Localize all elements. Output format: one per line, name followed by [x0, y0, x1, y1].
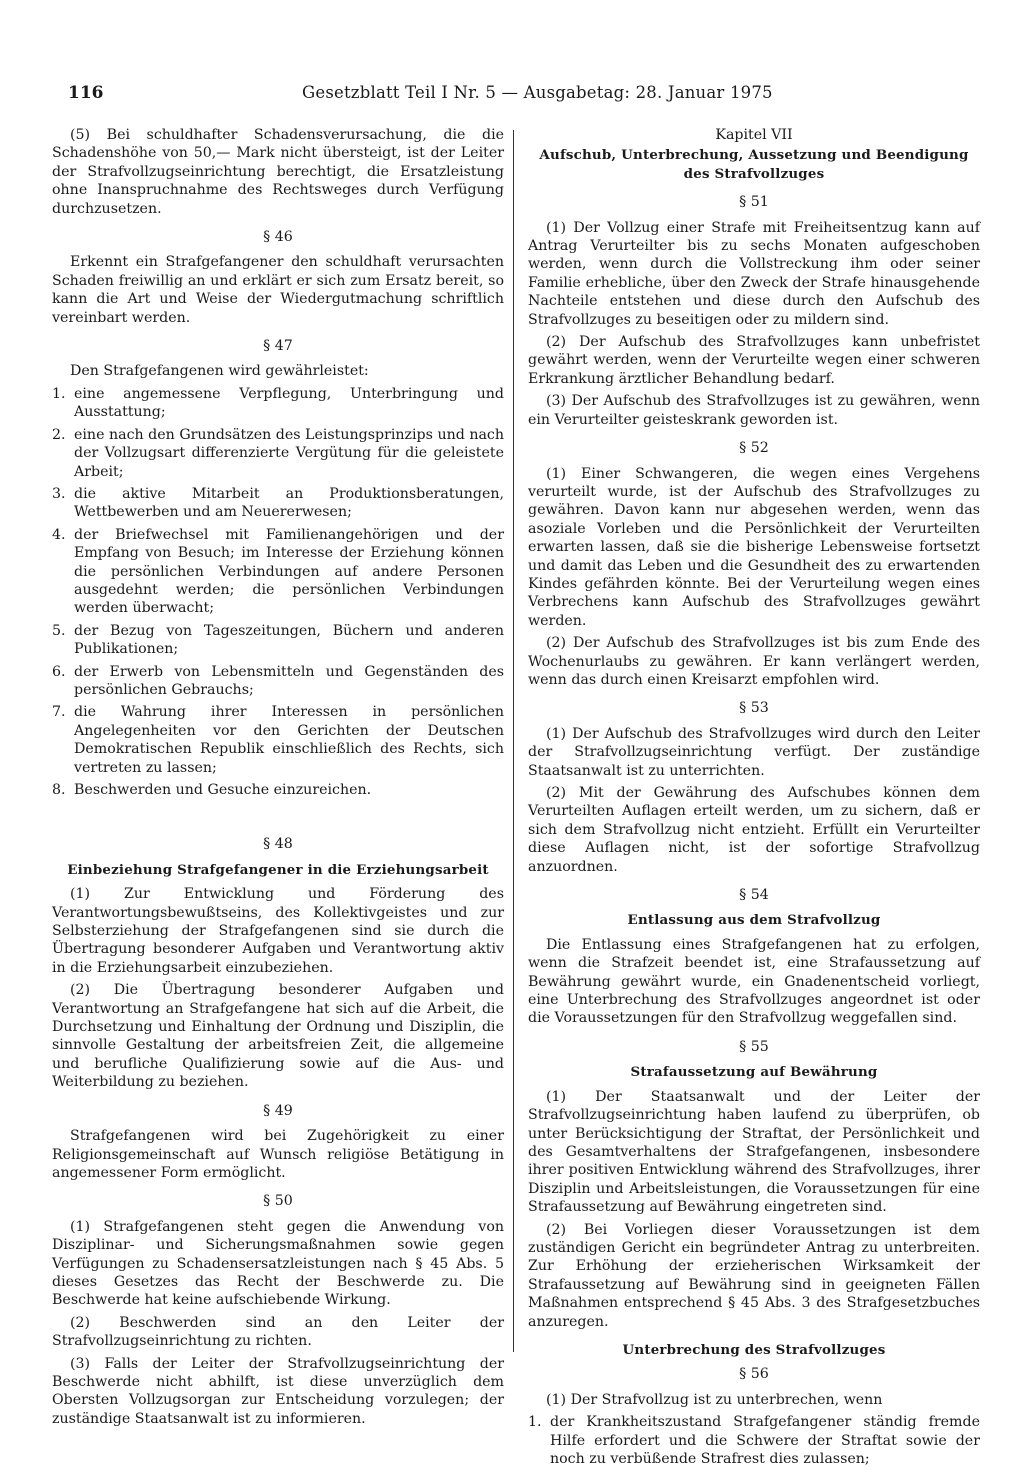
list-item	[52, 663, 504, 700]
section-number: § 54	[739, 887, 769, 904]
list-item	[528, 1413, 980, 1468]
section-number: § 51	[739, 194, 769, 211]
section-heading: Strafaussetzung auf Bewährung	[630, 1064, 878, 1081]
item-number: 1.	[52, 385, 66, 402]
item-text: eine angemessene Verpflegung, Unterbringung und Ausstattung;	[74, 385, 504, 421]
list-item	[52, 703, 504, 777]
paragraph: Die Entlassung eines Strafgefangenen hat zu erfolgen, wenn die Strafzeit beendet ist, eine Strafaussetzung auf Bewährung gewährt wurde, ein Gnadenentscheid vorliegt, eine Unterbrechung des Strafvollzuges angeordnet ist oder die Voraussetzungen für den Strafvollzug weggefallen sind.	[528, 936, 980, 1027]
section-heading: Entlassung aus dem Strafvollzug	[627, 912, 881, 929]
item-number: 7.	[52, 704, 66, 721]
paragraph: (2) Der Aufschub des Strafvollzuges ist bis zum Ende des Wochenurlaubs zu gewähren. Er kann verlängert werden, wenn das durch einen Kreisarzt empfohlen wird.	[528, 635, 980, 688]
item-number: 8.	[52, 782, 66, 798]
page-header	[68, 83, 962, 107]
section-number: § 49	[263, 1102, 293, 1119]
section-number: § 46	[263, 229, 293, 246]
section-number: § 48	[263, 836, 293, 853]
item-text: Beschwerden und Gesuche einzureichen.	[74, 782, 372, 798]
list-item	[52, 385, 504, 422]
list-item	[52, 426, 504, 481]
item-text: der Bezug von Tageszeitungen, Büchern und anderen Publikationen;	[74, 622, 504, 658]
list-item	[52, 485, 504, 522]
paragraph: (3) Falls der Leiter der Strafvollzugseinrichtung der Beschwerde nicht abhilft, ist diese unverzüglich dem Obersten Vollzugsorgan zur Entscheidung vorzulegen; der zuständige Staatsanwalt ist zu informieren.	[52, 1355, 504, 1427]
list-item	[52, 526, 504, 618]
paragraph: (1) Einer Schwangeren, die wegen eines Vergehens verurteilt wurde, ist der Aufschub des Strafvollzuges zu gewähren. Davon kann nur abgesehen werden, wenn das asoziale Vorleben und die Persönlichkeit der Verurteilten erwarten lassen, daß sie die bisherige Lebensweise fortsetzt und damit das Leben und die Gesundheit des zu erwartenden Kindes gefährden könnte. Bei der Verurteilung wegen eines Verbrechens kann Aufschub des Strafvollzuges gewährt werden.	[528, 465, 980, 629]
paragraph: (2) Bei Vorliegen dieser Voraussetzungen ist dem zuständigen Gericht ein begründeter Antrag zu unterbreiten. Zur Erhöhung der erzieherischen Wirksamkeit der Strafaussetzung auf Bewährung sind in geeigneten Fällen Maßnahmen entsprechend § 45 Abs. 3 des Strafgesetzbuches anzuregen.	[528, 1221, 980, 1330]
section-heading: Einbeziehung Strafgefangener in die Erziehungsarbeit	[67, 861, 489, 878]
item-text: der Krankheitszustand Strafgefangener ständig fremde Hilfe erfordert und die Schwere der Straftat sowie der noch zu verbüßende Strafrest dies zulassen;	[550, 1414, 980, 1467]
item-number: 6.	[52, 663, 66, 680]
paragraph: (2) Die Übertragung besonderer Aufgaben und Verantwortung an Strafgefangene hat sich auf die Arbeit, die Durchsetzung und Einhaltung der Ordnung und Disziplin, die sinnvolle Gestaltung der arbeitsfreien Zeit, die allgemeine und berufliche Qualifizierung sowie auf die Aus- und Weiterbildung zu beziehen.	[52, 982, 504, 1091]
section-heading: Unterbrechung des Strafvollzuges	[622, 1341, 886, 1358]
paragraph: Strafgefangenen wird bei Zugehörigkeit zu einer Religionsgemeinschaft auf Wunsch religiöse Betätigung in angemessener Form ermöglicht.	[52, 1128, 504, 1181]
list-item	[52, 622, 504, 659]
item-number: 3.	[52, 485, 66, 502]
section-number: § 55	[739, 1038, 769, 1055]
section-number: § 56	[739, 1366, 769, 1383]
chapter-title: Aufschub, Unterbrechung, Aussetzung und Beendigung des Strafvollzuges	[539, 147, 969, 182]
item-number: 1.	[528, 1414, 542, 1431]
paragraph: (1) Zur Entwicklung und Förderung des Verantwortungsbewußtseins, des Kollektivgeistes und zur Selbsterziehung der Strafgefangenen sind sie durch die Übertragung besonderer Aufgaben und Verantwortung aktiv in die Erziehungsarbeit einzubeziehen.	[52, 886, 504, 976]
paragraph: (1) Der Strafvollzug ist zu unterbrechen, wenn	[546, 1391, 883, 1408]
right-column	[528, 126, 980, 1472]
paragraph: (5) Bei schuldhafter Schadensverursachung, die die Schadenshöhe von 50,— Mark nicht übersteigt, ist der Leiter der Strafvollzugseinrichtung berechtigt, die Ersatzleistung ohne Inanspruchnahme des Rechtsweges durch Verfügung durchzusetzen.	[52, 127, 504, 217]
paragraph: (2) Beschwerden sind an den Leiter der Strafvollzugseinrichtung zu richten.	[52, 1314, 504, 1350]
item-text: eine nach den Grundsätzen des Leistungsprinzips und nach der Vollzugsart differenzierte Vergütung für die geleistete Arbeit;	[74, 426, 504, 480]
page-number: 116	[68, 83, 104, 103]
item-text: die aktive Mitarbeit an Produktionsberatungen, Wettbewerben und am Neuererwesen;	[74, 485, 504, 521]
gazette-title: Gesetzblatt Teil I Nr. 5 — Ausgabetag: 28. Januar 1975	[302, 83, 773, 102]
item-number: 5.	[52, 622, 66, 639]
paragraph: (1) Der Aufschub des Strafvollzuges wird durch den Leiter der Strafvollzugseinrichtung verfügt. Der zuständige Staatsanwalt ist zu unterrichten.	[528, 725, 980, 779]
paragraph: (1) Der Staatsanwalt und der Leiter der Strafvollzugseinrichtung haben laufend zu überprüfen, ob unter Berücksichtigung der Straftat, der Persönlichkeit und des Gesamtverhaltens der Strafgefangenen, insbesondere ihrer positiven Entwicklung während des Strafvollzuges, ihrer Disziplin und Arbeitsleistungen, die Voraussetzungen für eine Strafaussetzung auf Bewährung eingetreten sind.	[528, 1088, 980, 1216]
item-text: die Wahrung ihrer Interessen in persönlichen Angelegenheiten vor den Gerichten der Deutschen Demokratischen Republik einschließlich des Rechts, sich vertreten zu lassen;	[74, 704, 504, 776]
paragraph: (2) Der Aufschub des Strafvollzuges kann unbefristet gewährt werden, wenn der Verurteilte wegen einer schweren Erkrankung ärztlicher Behandlung bedarf.	[528, 334, 980, 387]
left-column	[52, 126, 504, 1432]
rights-list	[52, 385, 504, 800]
section-number: § 47	[263, 338, 293, 355]
paragraph: Den Strafgefangenen wird gewährleistet:	[70, 363, 369, 380]
item-text: der Briefwechsel mit Familienangehörigen und der Empfang von Besuch; im Interesse der Erziehung können die persönlichen Verbindungen auf andere Personen ausgedehnt werden; die persönlichen Verbindungen werden überwacht;	[74, 526, 504, 617]
list-item	[52, 781, 504, 799]
section-number: § 53	[739, 700, 769, 717]
item-number: 4.	[52, 526, 66, 543]
paragraph: Erkennt ein Strafgefangener den schuldhaft verursachten Schaden freiwillig an und erklärt er sich zum Ersatz bereit, so kann die Art und Weise der Wiedergutmachung schriftlich vereinbart werden.	[52, 254, 504, 326]
column-divider	[513, 130, 514, 1352]
item-text: der Erwerb von Lebensmitteln und Gegenständen des persönlichen Gebrauchs;	[74, 663, 504, 698]
paragraph: (2) Mit der Gewährung des Aufschubes können dem Verurteilten Auflagen erteilt werden, um zu sichern, daß er sich dem Strafvollzug nicht entzieht. Erfüllt ein Verurteilter diese Auflagen nicht, ist der sofortige Strafvollzug anzuordnen.	[528, 785, 980, 875]
section-number: § 52	[739, 440, 769, 457]
paragraph: (3) Der Aufschub des Strafvollzuges ist zu gewähren, wenn ein Verurteilter geisteskrank geworden ist.	[528, 393, 980, 428]
paragraph: (1) Der Vollzug einer Strafe mit Freiheitsentzug kann auf Antrag Verurteilter bis zu sechs Monaten aufgeschoben werden, wenn durch die Vollstreckung ihm oder seiner Familie erhebliche, über den Zweck der Strafe hinausgehende Nachteile entstehen und diese durch den Aufschub des Strafvollzuges zu beseitigen oder zu mildern sind.	[528, 219, 980, 328]
section-number: § 50	[263, 1193, 293, 1210]
chapter-number: Kapitel VII	[715, 127, 793, 143]
paragraph: (1) Strafgefangenen steht gegen die Anwendung von Disziplinar- und Sicherungsmaßnahmen sowie gegen Verfügungen zu Schadensersatzleistungen nach § 45 Abs. 5 dieses Gesetzes das Recht der Beschwerde zu. Die Beschwerde hat keine aufschiebende Wirkung.	[52, 1218, 504, 1309]
item-number: 2.	[52, 426, 66, 443]
